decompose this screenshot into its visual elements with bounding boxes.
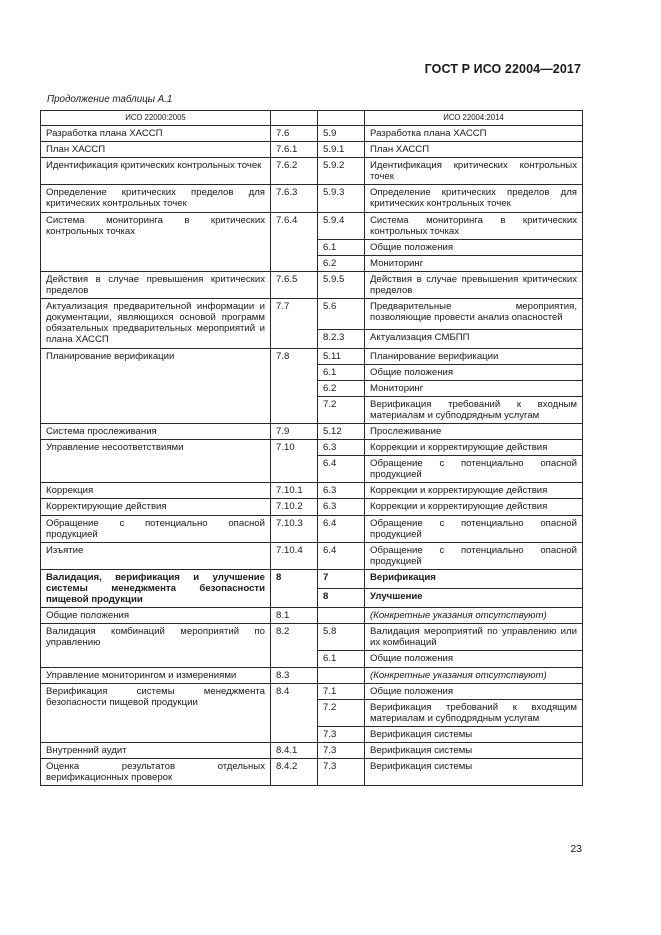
iso-22000-requirement: Верификация системы менеджмента безопасности пищевой продукции xyxy=(41,683,271,742)
iso-22004-topic: Актуализация СМБПП xyxy=(365,330,583,348)
iso-22004-topic: Прослеживание xyxy=(365,423,583,439)
iso-22004-topic: Система мониторинга в критических контрольных точках xyxy=(365,212,583,239)
iso-22000-clause: 7.6.3 xyxy=(271,185,318,212)
iso-22004-clause: 6.1 xyxy=(318,651,365,667)
iso-22004-topic: Общие положения xyxy=(365,364,583,380)
header-empty-cell xyxy=(318,111,365,126)
table-row xyxy=(41,126,583,142)
iso-22000-requirement: Обращение с потенциально опасной продукцией xyxy=(41,515,271,542)
iso-22004-topic: Верификация системы xyxy=(365,726,583,742)
iso-22004-topic: Верификация требований к входным материалам и субподрядным услугам xyxy=(365,396,583,423)
header-empty-cell xyxy=(271,111,318,126)
iso-22000-clause: 7.10 xyxy=(271,440,318,483)
iso-22004-clause: 5.9 xyxy=(318,126,365,142)
iso-22004-clause xyxy=(318,667,365,683)
iso-22000-requirement: Управление мониторингом и измерениями xyxy=(41,667,271,683)
iso-22004-clause: 7.1 xyxy=(318,683,365,699)
iso-22000-clause: 7.10.4 xyxy=(271,542,318,569)
iso-22004-clause: 6.4 xyxy=(318,456,365,483)
iso-22004-topic: Верификация xyxy=(365,569,583,588)
iso-22004-clause: 5.9.5 xyxy=(318,271,365,298)
iso-22000-requirement: Изъятие xyxy=(41,542,271,569)
iso-22000-requirement: Управление несоответствиями xyxy=(41,440,271,483)
iso-22000-requirement: Действия в случае превышения критических пределов xyxy=(41,271,271,298)
table-caption: Продолжение таблицы А.1 xyxy=(47,94,173,105)
table-row xyxy=(41,569,583,588)
header-iso-22004: ИСО 22004:2014 xyxy=(365,111,583,126)
table-row xyxy=(41,185,583,212)
table-row xyxy=(41,624,583,651)
iso-22000-requirement: Актуализация предварительной информации и документации, являющихся основой программ обязательных предварительных мероприятий и плана ХАССП xyxy=(41,299,271,348)
iso-22000-clause: 7.6.1 xyxy=(271,142,318,158)
iso-22004-clause: 5.12 xyxy=(318,423,365,439)
iso-22004-clause: 7.3 xyxy=(318,759,365,786)
iso-22000-clause: 8.3 xyxy=(271,667,318,683)
iso-22004-topic: Действия в случае превышения критических пределов xyxy=(365,271,583,298)
table-row xyxy=(41,683,583,699)
iso-22000-requirement: Планирование верификации xyxy=(41,348,271,423)
iso-22000-clause: 7.8 xyxy=(271,348,318,423)
iso-22000-clause: 7.6.2 xyxy=(271,158,318,185)
iso-22004-clause: 6.3 xyxy=(318,483,365,499)
iso-22004-clause: 5.9.2 xyxy=(318,158,365,185)
iso-22004-clause: 5.9.3 xyxy=(318,185,365,212)
table-row xyxy=(41,759,583,786)
table-row xyxy=(41,542,583,569)
iso-22004-topic: Общие положения xyxy=(365,683,583,699)
iso-22000-requirement: Оценка результатов отдельных верификационных проверок xyxy=(41,759,271,786)
iso-22004-topic: Общие положения xyxy=(365,239,583,255)
iso-22000-requirement: Система мониторинга в критических контрольных точках xyxy=(41,212,271,271)
iso-22000-clause: 7.10.1 xyxy=(271,483,318,499)
table-row xyxy=(41,348,583,364)
iso-22000-clause: 8.2 xyxy=(271,624,318,667)
iso-22004-clause: 6.4 xyxy=(318,542,365,569)
iso-22000-requirement: Идентификация критических контрольных точек xyxy=(41,158,271,185)
table-row xyxy=(41,158,583,185)
table-row xyxy=(41,667,583,683)
iso-22000-requirement: Валидация комбинаций мероприятий по управлению xyxy=(41,624,271,667)
iso-22000-requirement: План ХАССП xyxy=(41,142,271,158)
iso-22004-topic: Обращение с потенциально опасной продукцией xyxy=(365,456,583,483)
iso-22000-requirement: Корректирующие действия xyxy=(41,499,271,515)
iso-22004-clause: 5.6 xyxy=(318,299,365,330)
iso-22004-clause: 8.2.3 xyxy=(318,330,365,348)
table-row xyxy=(41,423,583,439)
iso-22004-clause: 8 xyxy=(318,589,365,608)
iso-22000-clause: 8.1 xyxy=(271,608,318,624)
iso-22000-clause: 7.10.2 xyxy=(271,499,318,515)
table-row xyxy=(41,608,583,624)
table-row xyxy=(41,440,583,456)
iso-22004-topic: Общие положения xyxy=(365,651,583,667)
iso-22000-clause: 7.6.5 xyxy=(271,271,318,298)
iso-22000-clause: 8.4.1 xyxy=(271,743,318,759)
iso-22000-clause: 7.7 xyxy=(271,299,318,348)
iso-22004-topic: Улучшение xyxy=(365,589,583,608)
iso-22004-clause: 7.3 xyxy=(318,743,365,759)
iso-22004-clause: 6.3 xyxy=(318,440,365,456)
iso-22004-topic: Определение критических пределов для критических контрольных точек xyxy=(365,185,583,212)
iso-22000-clause: 8.4 xyxy=(271,683,318,742)
iso-22000-clause: 8 xyxy=(271,569,318,607)
iso-22000-clause: 8.4.2 xyxy=(271,759,318,786)
iso-22000-clause: 7.6 xyxy=(271,126,318,142)
iso-22000-requirement: Валидация, верификация и улучшение системы менеджмента безопасности пищевой продукции xyxy=(41,569,271,607)
iso-22004-topic: Коррекции и корректирующие действия xyxy=(365,483,583,499)
iso-22004-topic: Коррекции и корректирующие действия xyxy=(365,499,583,515)
iso-22004-clause: 7.2 xyxy=(318,699,365,726)
iso-22004-topic: Обращение с потенциально опасной продукцией xyxy=(365,542,583,569)
iso-22004-topic: Мониторинг xyxy=(365,255,583,271)
header-iso-22000: ИСО 22000:2005 xyxy=(41,111,271,126)
iso-22004-clause xyxy=(318,608,365,624)
iso-22004-topic: Планирование верификации xyxy=(365,348,583,364)
table-row xyxy=(41,499,583,515)
iso-22004-topic: Идентификация критических контрольных точек xyxy=(365,158,583,185)
iso-22000-requirement: Общие положения xyxy=(41,608,271,624)
table-row xyxy=(41,271,583,298)
iso-22004-topic: (Конкретные указания отсутствуют) xyxy=(365,608,583,624)
table-header-row xyxy=(41,111,583,126)
iso-22000-requirement: Система прослеживания xyxy=(41,423,271,439)
table-row xyxy=(41,142,583,158)
iso-22004-topic: (Конкретные указания отсутствуют) xyxy=(365,667,583,683)
table-row xyxy=(41,299,583,330)
page-number: 23 xyxy=(570,843,582,855)
iso-22000-requirement: Внутренний аудит xyxy=(41,743,271,759)
correspondence-table xyxy=(40,110,583,786)
iso-22004-clause: 7 xyxy=(318,569,365,588)
iso-22004-topic: Верификация требований к входящим материалам и субподрядным услугам xyxy=(365,699,583,726)
iso-22004-clause: 5.9.1 xyxy=(318,142,365,158)
iso-22004-topic: Верификация системы xyxy=(365,759,583,786)
iso-22004-clause: 6.4 xyxy=(318,515,365,542)
table-row xyxy=(41,483,583,499)
iso-22000-clause: 7.6.4 xyxy=(271,212,318,271)
iso-22004-topic: Валидация мероприятий по управлению или их комбинаций xyxy=(365,624,583,651)
iso-22000-requirement: Определение критических пределов для критических контрольных точек xyxy=(41,185,271,212)
iso-22004-topic: Обращение с потенциально опасной продукцией xyxy=(365,515,583,542)
standard-designation: ГОСТ Р ИСО 22004—2017 xyxy=(424,62,581,76)
iso-22004-topic: Разработка плана ХАССП xyxy=(365,126,583,142)
iso-22004-clause: 5.8 xyxy=(318,624,365,651)
iso-22000-clause: 7.10.3 xyxy=(271,515,318,542)
iso-22004-clause: 6.1 xyxy=(318,364,365,380)
iso-22004-clause: 5.9.4 xyxy=(318,212,365,239)
iso-22004-clause: 6.1 xyxy=(318,239,365,255)
iso-22004-topic: Предварительные мероприятия, позволяющие провести анализ опасностей xyxy=(365,299,583,330)
iso-22004-clause: 5.11 xyxy=(318,348,365,364)
table-row xyxy=(41,743,583,759)
iso-22004-clause: 6.3 xyxy=(318,499,365,515)
iso-22004-topic: План ХАССП xyxy=(365,142,583,158)
table-row xyxy=(41,212,583,239)
iso-22004-topic: Коррекции и корректирующие действия xyxy=(365,440,583,456)
iso-22004-topic: Мониторинг xyxy=(365,380,583,396)
iso-22000-requirement: Разработка плана ХАССП xyxy=(41,126,271,142)
table-row xyxy=(41,515,583,542)
iso-22000-requirement: Коррекция xyxy=(41,483,271,499)
iso-22004-topic: Верификация системы xyxy=(365,743,583,759)
iso-22004-clause: 6.2 xyxy=(318,255,365,271)
iso-22004-clause: 6.2 xyxy=(318,380,365,396)
iso-22004-clause: 7.2 xyxy=(318,396,365,423)
iso-22004-clause: 7.3 xyxy=(318,726,365,742)
iso-22000-clause: 7.9 xyxy=(271,423,318,439)
